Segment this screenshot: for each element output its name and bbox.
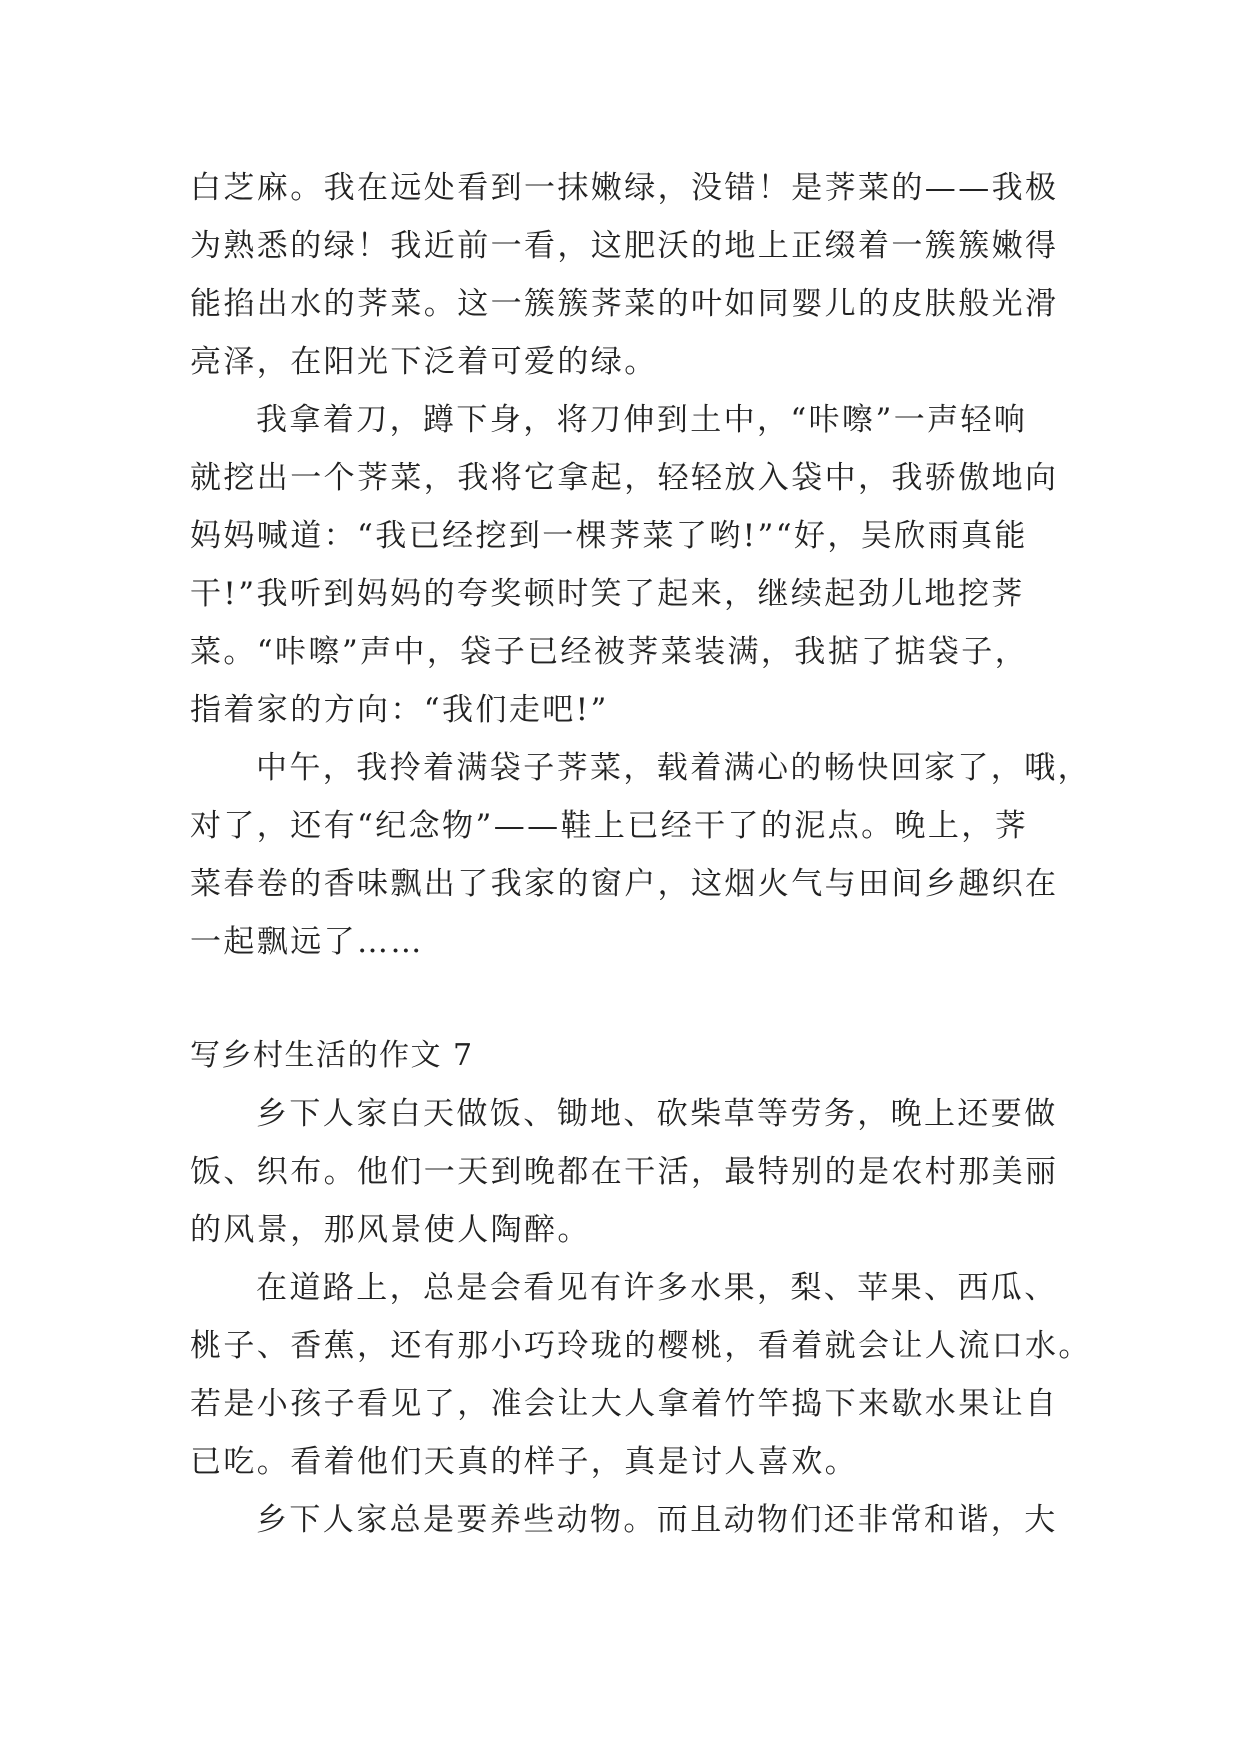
paragraph-line: 对了，还有“纪念物”——鞋上已经干了的泥点。晚上，荠 <box>190 808 1029 844</box>
paragraph-line: 若是小孩子看见了，准会让大人拿着竹竿捣下来歇水果让自 <box>190 1386 1059 1422</box>
paragraph-line: 指着家的方向：“我们走吧!” <box>190 692 609 728</box>
paragraph-first-line: 乡下人家总是要养些动物。而且动物们还非常和谐，大 <box>256 1502 1058 1538</box>
paragraph-line: 已吃。看着他们天真的样子，真是讨人喜欢。 <box>190 1444 858 1480</box>
paragraph-first-line: 乡下人家白天做饭、锄地、砍柴草等劳务，晚上还要做 <box>256 1096 1058 1132</box>
paragraph-line: 一起飘远了…… <box>190 924 424 960</box>
paragraph-line: 白芝麻。我在远处看到一抹嫩绿，没错！是荠菜的——我极 <box>190 170 1059 206</box>
paragraph-line: 为熟悉的绿！我近前一看，这肥沃的地上正缀着一簇簇嫩得 <box>190 228 1059 264</box>
paragraph-line: 菜。“咔嚓”声中，袋子已经被荠菜装满，我掂了掂袋子， <box>190 634 1029 670</box>
paragraph-first-line: 在道路上，总是会看见有许多水果，梨、苹果、西瓜、 <box>256 1270 1058 1306</box>
paragraph-line: 亮泽，在阳光下泛着可爱的绿。 <box>190 344 658 380</box>
paragraph-line: 就挖出一个荠菜，我将它拿起，轻轻放入袋中，我骄傲地向 <box>190 460 1059 496</box>
paragraph-first-line: 中午，我拎着满袋子荠菜，载着满心的畅快回家了，哦， <box>256 750 1091 786</box>
paragraph-first-line: 我拿着刀，蹲下身，将刀伸到土中，“咔嚓”一声轻响 <box>256 402 1028 438</box>
paragraph-line: 饭、织布。他们一天到晚都在干活，最特别的是农村那美丽 <box>190 1154 1059 1190</box>
paragraph-line: 能掐出水的荠菜。这一簇簇荠菜的叶如同婴儿的皮肤般光滑 <box>190 286 1059 322</box>
paragraph-line: 菜春卷的香味飘出了我家的窗户，这烟火气与田间乡趣织在 <box>190 866 1059 902</box>
paragraph-line: 的风景，那风景使人陶醉。 <box>190 1212 591 1248</box>
section-heading: 写乡村生活的作文 7 <box>190 1038 474 1073</box>
paragraph-line: 桃子、香蕉，还有那小巧玲珑的樱桃，看着就会让人流口水。 <box>190 1328 1092 1364</box>
paragraph-line: 干!”我听到妈妈的夸奖顿时笑了起来，继续起劲儿地挖荠 <box>190 576 1025 612</box>
paragraph-line: 妈妈喊道：“我已经挖到一棵荠菜了哟!”“好，吴欣雨真能 <box>190 518 1028 554</box>
